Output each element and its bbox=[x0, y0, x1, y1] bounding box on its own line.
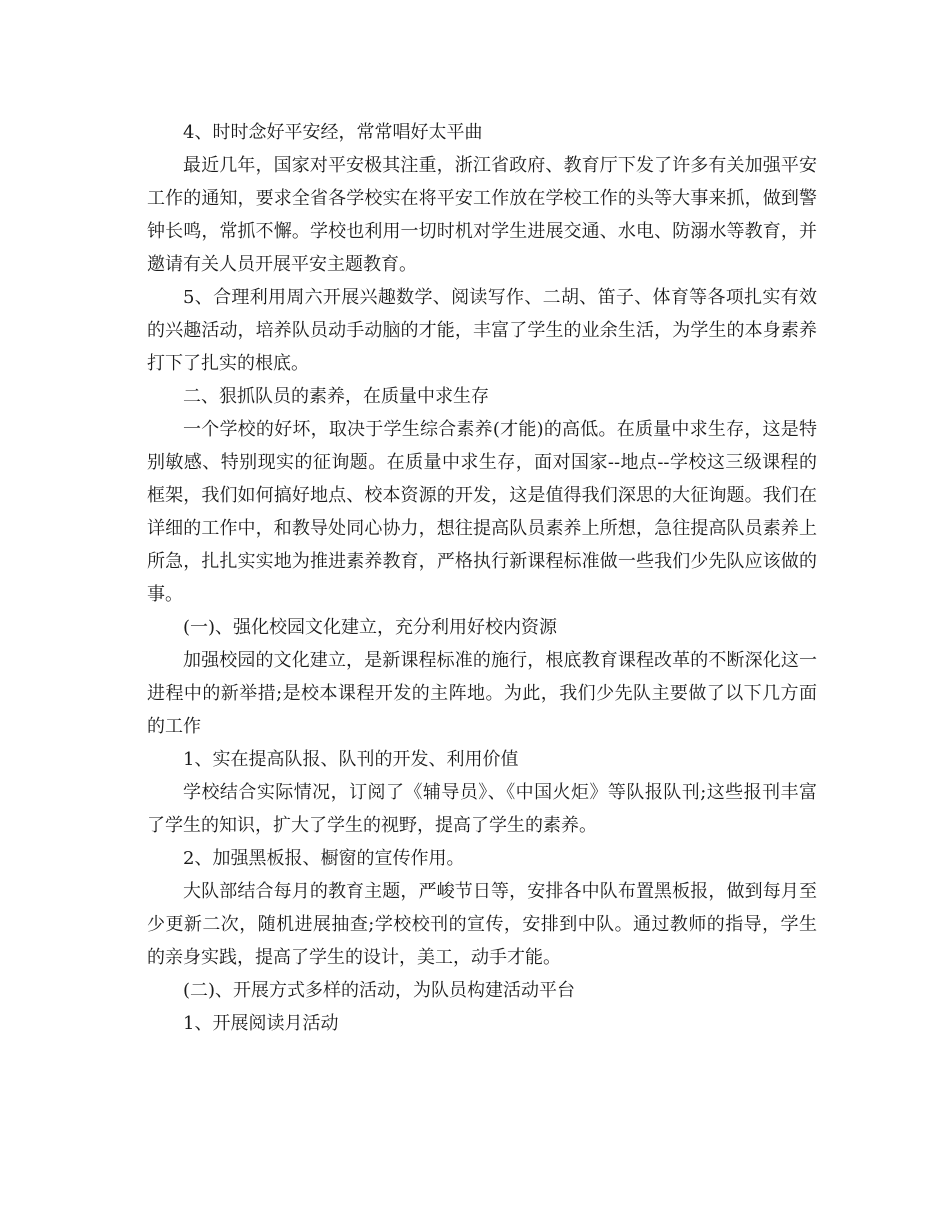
section-heading: 4、时时念好平安经，常常唱好太平曲 bbox=[183, 122, 483, 143]
body-paragraph: 加强校园的文化建立，是新课程标准的施行，根底教育课程改革的不断深化这一进程中的新举措;是校本课程开发的主阵地。为此，我们少先队主要做了以下几方面的工作 bbox=[147, 650, 817, 737]
section-heading: 1、开展阅读月活动 bbox=[183, 1013, 339, 1034]
body-paragraph: 学校结合实际情况，订阅了《辅导员》、《中国火炬》等队报队刊;这些报刊丰富了学生的知识，扩大了学生的视野，提高了学生的素养。 bbox=[147, 782, 817, 836]
body-paragraph: 最近几年，国家对平安极其注重，浙江省政府、教育厅下发了许多有关加强平安工作的通知，要求全省各学校实在将平安工作放在学校工作的头等大事来抓，做到警钟长鸣，常抓不懈。学校也利用一切时机对学生进展交通、水电、防溺水等教育，并邀请有关人员开展平安主题教育。 bbox=[147, 155, 817, 275]
body-paragraph: 一个学校的好坏，取决于学生综合素养(才能)的高低。在质量中求生存，这是特别敏感、特别现实的征询题。在质量中求生存，面对国家--地点--学校这三级课程的框架，我们如何搞好地点、校本资源的开发，这是值得我们深思的大征询题。我们在详细的工作中，和教导处同心协力，想往提高队员素养上所想，急往提高队员素养上所急，扎扎实实地为推进素养教育，严格执行新课程标准做一些我们少先队应该做的事。 bbox=[147, 419, 817, 605]
section-heading: 二、狠抓队员的素养，在质量中求生存 bbox=[183, 386, 489, 407]
section-heading: 2、加强黑板报、橱窗的宣传作用。 bbox=[183, 848, 465, 869]
section-heading: (二)、开展方式多样的活动，为队员构建活动平台 bbox=[183, 980, 576, 1001]
document-body bbox=[147, 116, 817, 1040]
section-heading: 1、实在提高队报、队刊的开发、利用价值 bbox=[183, 749, 519, 770]
body-paragraph: 大队部结合每月的教育主题，严峻节日等，安排各中队布置黑板报，做到每月至少更新二次，随机进展抽查;学校校刊的宣传，安排到中队。通过教师的指导，学生的亲身实践，提高了学生的设计，美工，动手才能。 bbox=[147, 881, 817, 968]
body-paragraph: 5、合理利用周六开展兴趣数学、阅读写作、二胡、笛子、体育等各项扎实有效的兴趣活动，培养队员动手动脑的才能，丰富了学生的业余生活，为学生的本身素养打下了扎实的根底。 bbox=[147, 287, 817, 374]
section-heading: (一)、强化校园文化建立，充分利用好校内资源 bbox=[183, 617, 558, 638]
